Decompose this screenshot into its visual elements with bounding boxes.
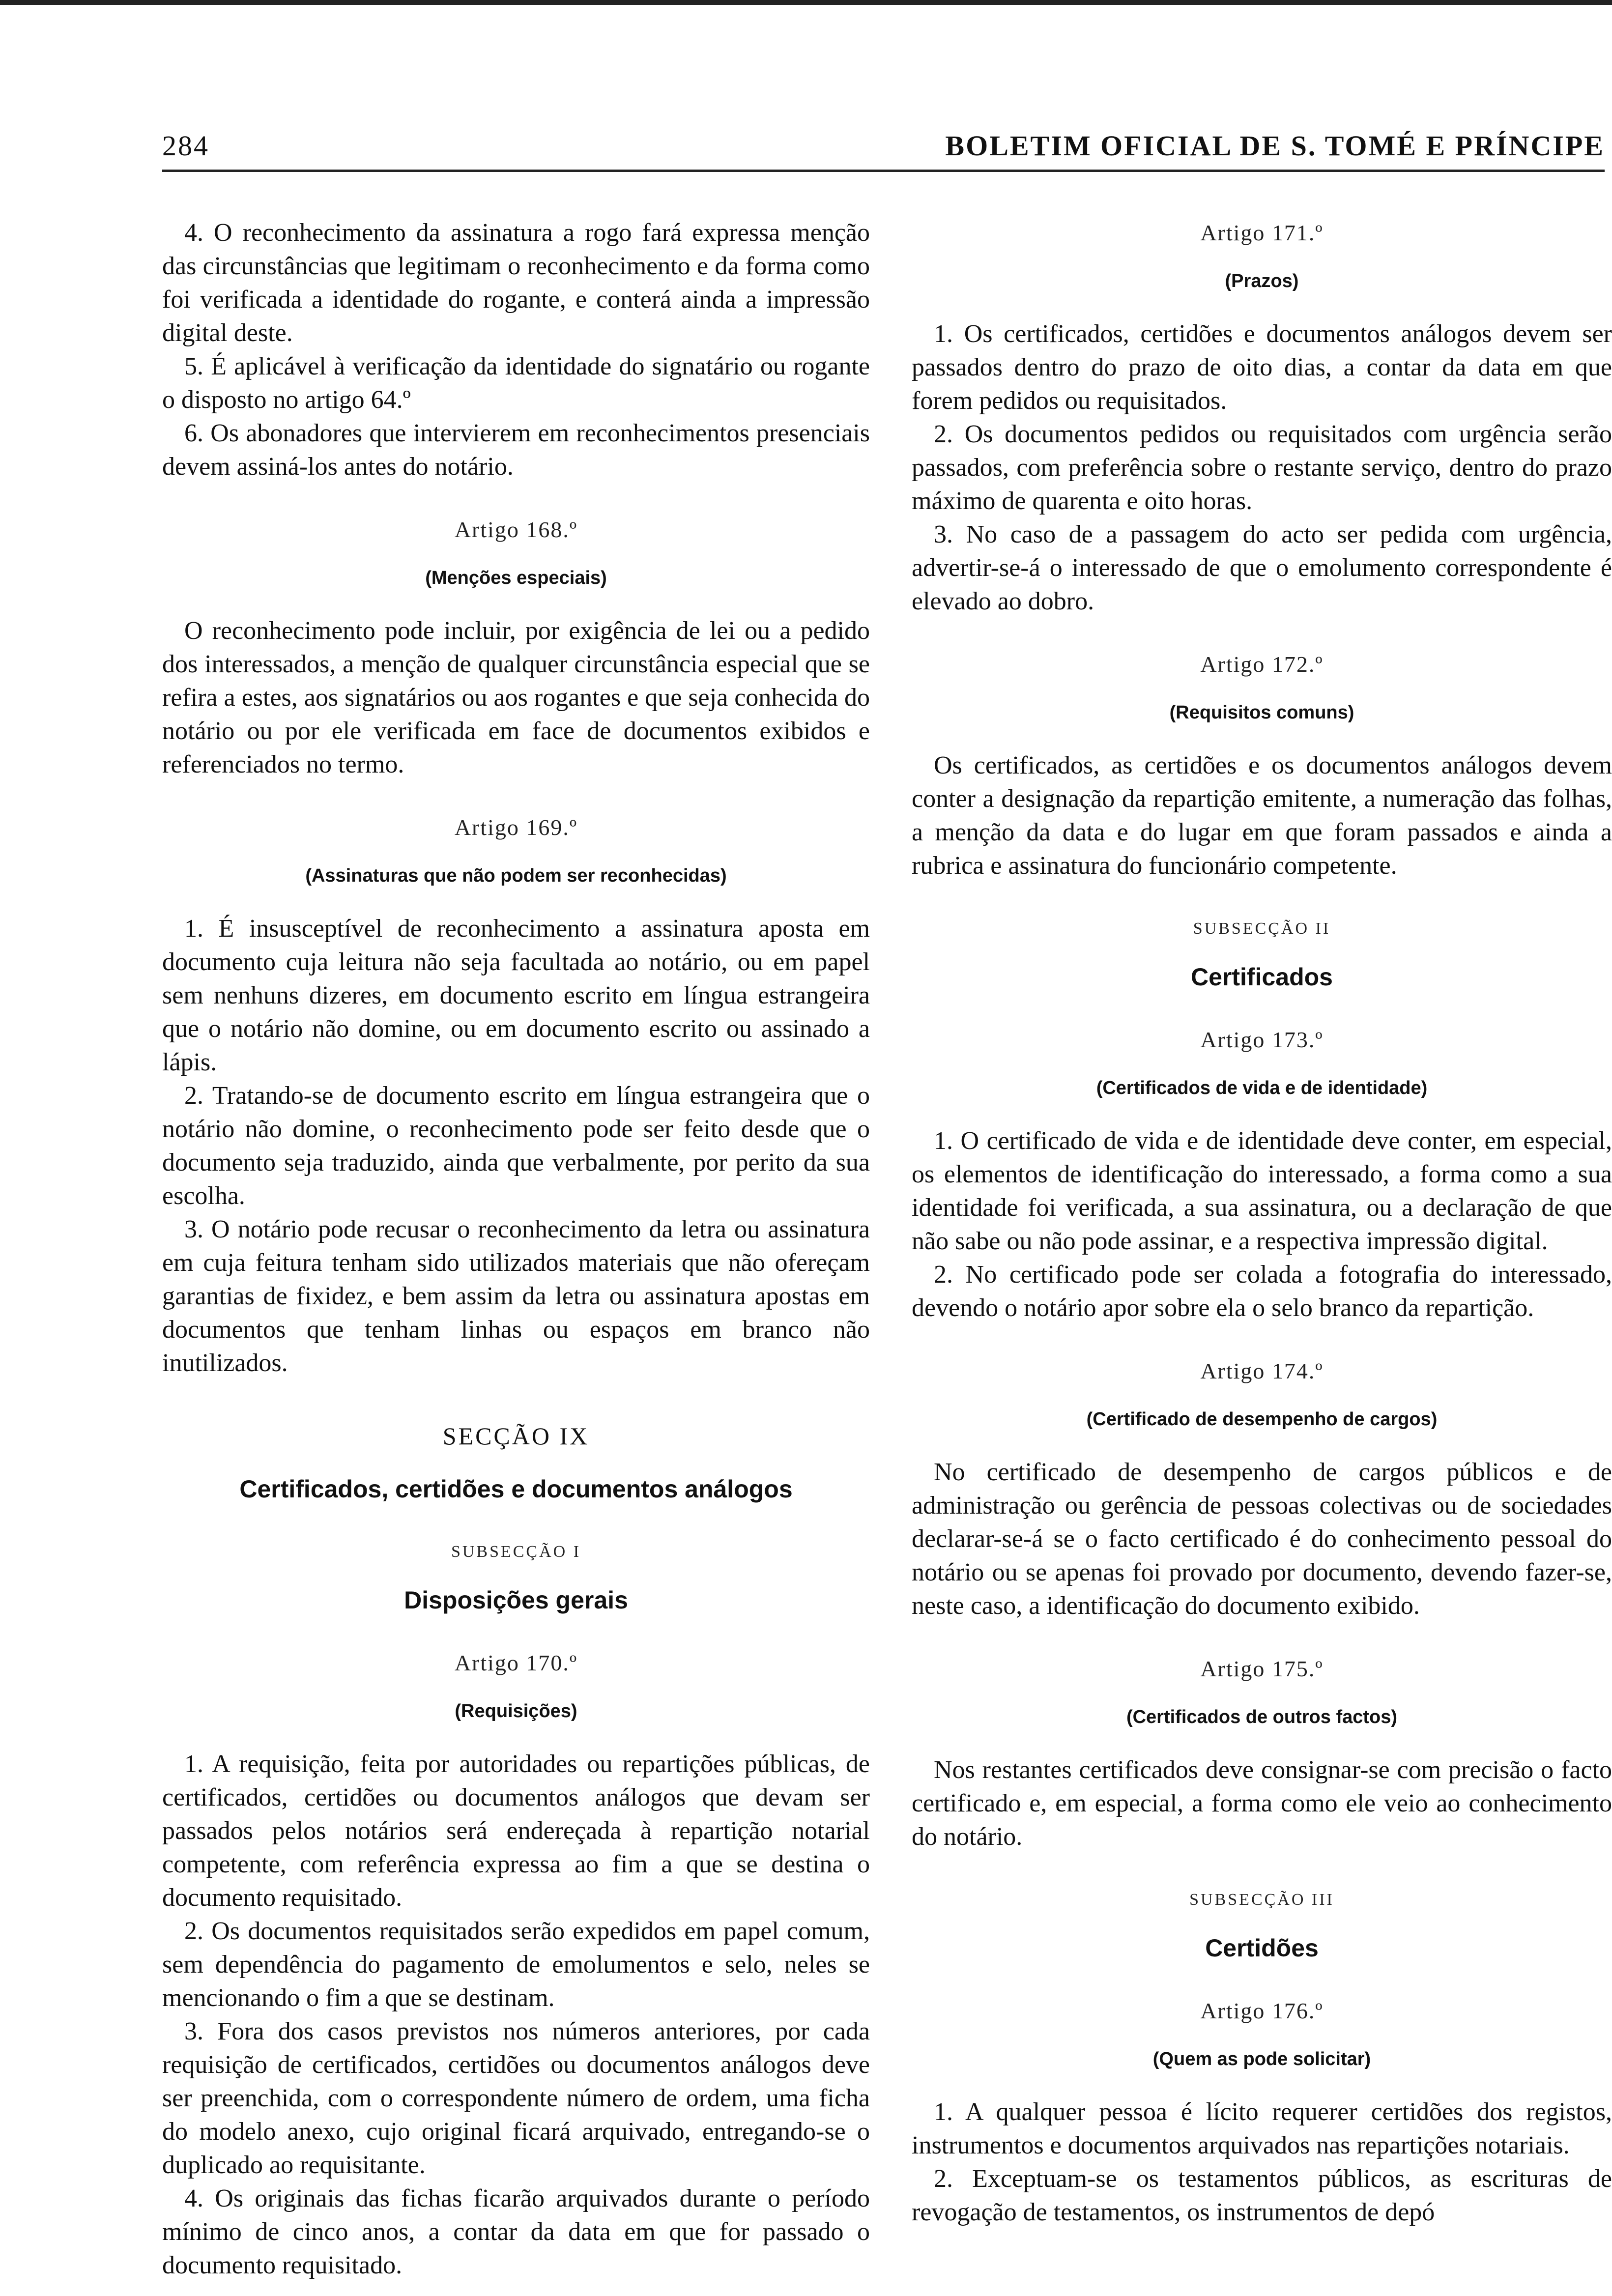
art170-heading: Artigo 170.º: [454, 1650, 578, 1675]
art172-paragraph: Os certificados, as certidões e os documentos análogos devem conter a designação da repartição emitente, a numeração das folhas, a menção da data e do lugar em que foram passados e ainda a rubrica e assinatura do funcionário competente.: [912, 751, 1612, 880]
art174-paragraph: No certificado de desempenho de cargos públicos e de administração ou gerência de pessoas colectivas ou de sociedades declarar-se-á se o facto certificado é do conhecimento pessoal do notário ou se apenas foi provado por documento, devendo fazer-se, neste caso, a identificação do documento exibido.: [912, 1458, 1612, 1620]
top-edge-rule: [0, 0, 1612, 5]
subsection-3-label: SUBSECÇÃO III: [1189, 1891, 1334, 1909]
section-title: Certificados, certidões e documentos análogos: [239, 1475, 793, 1503]
art168-paragraph: O reconhecimento pode incluir, por exigência de lei ou a pedido dos interessados, a menção de qualquer circunstância especial que se refira a estes, aos signatários ou aos rogantes e que seja conhecida do notário ou por ele verificada em face de documentos exibidos e referenciados no termo.: [162, 617, 870, 778]
subsection-2-label: SUBSECÇÃO II: [1193, 919, 1331, 938]
subsection-1-label: SUBSECÇÃO I: [451, 1543, 581, 1561]
art171-heading: Artigo 171.º: [1200, 220, 1324, 245]
art170-paragraph-4: 4. Os originais das fichas ficarão arquivados durante o período mínimo de cinco anos, a contar da data em que for passado o documento requisitado.: [162, 2184, 870, 2279]
right-column: [912, 216, 1612, 2229]
section-label: SECÇÃO IX: [442, 1422, 590, 1450]
art171-paragraph-2: 2. Os documentos pedidos ou requisitados com urgência serão passados, com preferência sobre o restante serviço, dentro do prazo máximo de quarenta e oito horas.: [912, 420, 1612, 515]
art168-epigraph: (Menções especiais): [425, 568, 607, 588]
art173-heading: Artigo 173.º: [1200, 1027, 1324, 1052]
subsection-2-title: Certificados: [1191, 963, 1333, 991]
art170-paragraph-1: 1. A requisição, feita por autoridades ou repartições públicas, de certificados, certidões ou documentos análogos que devam ser passados pelos notários será endereçada à repartição notarial competente, com referência expressa ao fim a que se destina o documento requisitado.: [162, 1750, 870, 1912]
art171-paragraph-1: 1. Os certificados, certidões e documentos análogos devem ser passados dentro do prazo de oito dias, a contar da data em que forem pedidos ou requisitados.: [912, 320, 1612, 415]
art174-epigraph: (Certificado de desempenho de cargos): [1086, 1409, 1438, 1430]
art169-paragraph-2: 2. Tratando-se de documento escrito em língua estrangeira que o notário não domine, o reconhecimento pode ser feito desde que o documento seja traduzido, ainda que verbalmente, por perito da sua escolha.: [162, 1082, 870, 1210]
art176-heading: Artigo 176.º: [1200, 1998, 1324, 2023]
page-header: [162, 125, 1605, 172]
art174-heading: Artigo 174.º: [1200, 1358, 1324, 1383]
art176-epigraph: (Quem as pode solicitar): [1152, 2049, 1371, 2069]
art175-epigraph: (Certificados de outros factos): [1126, 1707, 1398, 1727]
art172-heading: Artigo 172.º: [1200, 652, 1324, 677]
art175-heading: Artigo 175.º: [1200, 1656, 1324, 1681]
art167-item-5: 5. É aplicável à verificação da identidade do signatário ou rogante o disposto no artigo 64.º: [162, 352, 870, 414]
art169-paragraph-1: 1. É insusceptível de reconhecimento a assinatura aposta em documento cuja leitura não seja facultada ao notário, ou em papel sem nenhuns dizeres, em documento escrito em língua estrangeira que o notário não domine, ou em documento escrito ou assinado a lápis.: [162, 915, 870, 1076]
art169-paragraph-3: 3. O notário pode recusar o reconhecimento da letra ou assinatura em cuja feitura tenham sido utilizados materiais que não ofereçam garantias de fixidez, e bem assim da letra ou assinatura apostas em documentos que tenham linhas ou espaços em branco não inutilizados.: [162, 1215, 870, 1377]
art176-paragraph-1: 1. A qualquer pessoa é lícito requerer certidões dos registos, instrumentos e documentos arquivados nas repartições notariais.: [912, 2098, 1612, 2159]
art175-paragraph: Nos restantes certificados deve consignar-se com precisão o facto certificado e, em especial, a forma como ele veio ao conhecimento do notário.: [912, 1756, 1612, 1851]
art169-epigraph: (Assinaturas que não podem ser reconhecidas): [305, 865, 727, 886]
journal-title: BOLETIM OFICIAL DE S. TOMÉ E PRÍNCIPE: [945, 130, 1605, 162]
page-number: 284: [162, 130, 209, 162]
art172-epigraph: (Requisitos comuns): [1169, 702, 1354, 723]
art167-item-6: 6. Os abonadores que intervierem em reconhecimentos presenciais devem assiná-los antes do notário.: [162, 419, 870, 481]
art173-paragraph-2: 2. No certificado pode ser colada a fotografia do interessado, devendo o notário apor sobre ela o selo branco da repartição.: [912, 1261, 1612, 1322]
art170-paragraph-3: 3. Fora dos casos previstos nos números anteriores, por cada requisição de certificados, certidões ou documentos análogos deve ser preenchida, com o correspondente número de ordem, uma ficha do modelo anexo, cujo original ficará arquivado, entregando-se o duplicado ao requisitante.: [162, 2017, 870, 2179]
art168-heading: Artigo 168.º: [454, 517, 578, 542]
art167-item-4: 4. O reconhecimento da assinatura a rogo fará expressa menção das circunstâncias que legitimam o reconhecimento e da forma como foi verificada a identidade do rogante, e conterá ainda a impressão digital deste.: [162, 219, 870, 347]
subsection-1-title: Disposições gerais: [404, 1586, 628, 1614]
art173-epigraph: (Certificados de vida e de identidade): [1096, 1078, 1428, 1098]
subsection-3-title: Certidões: [1205, 1934, 1319, 1962]
art169-heading: Artigo 169.º: [454, 815, 578, 840]
left-column: [162, 216, 870, 2282]
art176-paragraph-2: 2. Exceptuam-se os testamentos públicos, as escrituras de revogação de testamentos, os instrumentos de depó: [912, 2165, 1612, 2226]
art173-paragraph-1: 1. O certificado de vida e de identidade deve conter, em especial, os elementos de identificação do interessado, a forma como a sua identidade foi verificada, a sua assinatura, ou a declaração de que não sabe ou não pode assinar, e a respectiva impressão digital.: [912, 1127, 1612, 1255]
art171-epigraph: (Prazos): [1225, 271, 1299, 291]
art170-epigraph: (Requisições): [455, 1701, 577, 1722]
art170-paragraph-2: 2. Os documentos requisitados serão expedidos em papel comum, sem dependência do pagamento de emolumentos e selo, neles se mencionando o fim a que se destinam.: [162, 1917, 870, 2012]
art171-paragraph-3: 3. No caso de a passagem do acto ser pedida com urgência, advertir-se-á o interessado de que o emolumento correspondente é elevado ao dobro.: [912, 520, 1612, 615]
